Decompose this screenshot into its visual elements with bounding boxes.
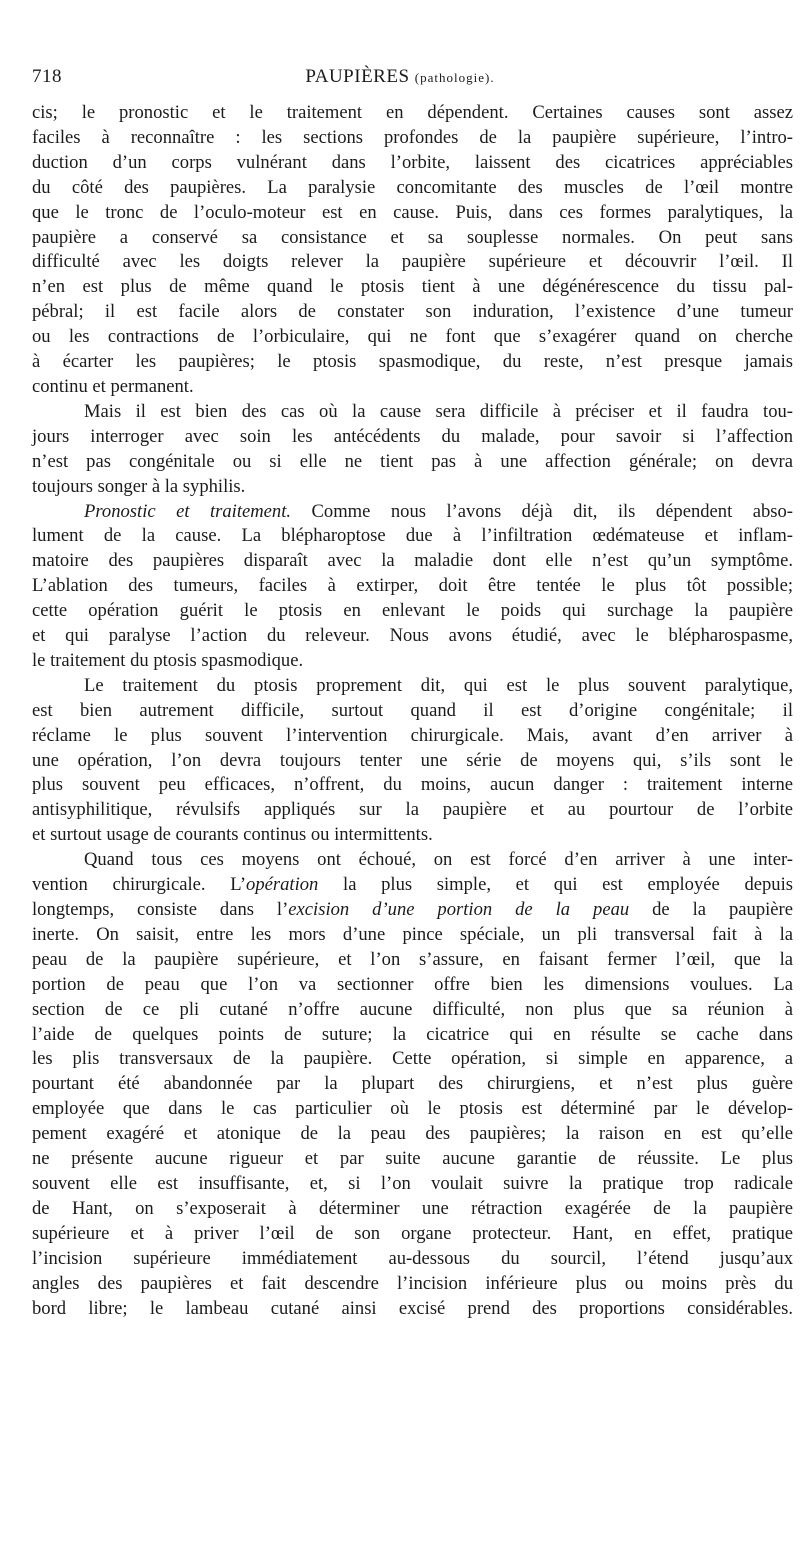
text-line: ne présente aucune rigueur et par suite aucune garantie de réussite. Le plus bbox=[32, 1148, 793, 1170]
text-line: matoire des paupières disparaît avec la maladie dont elle n’est qu’un symptôme. bbox=[32, 550, 793, 572]
text-line: portion de peau que l’on va sectionner offre bien les dimensions voulues. La bbox=[32, 973, 793, 995]
text-line: pourtant été abandonnée par la plupart des chirurgiens, et n’est plus guère bbox=[32, 1073, 793, 1095]
text-line: antisyphilitique, révulsifs appliqués sur la paupière et au pourtour de l’orbite bbox=[32, 799, 793, 821]
running-head bbox=[32, 66, 768, 88]
text-line: le traitement du ptosis spasmodique. bbox=[32, 649, 304, 671]
text-line: une opération, l’on devra toujours tenter une série de moyens qui, s’ils sont le bbox=[32, 749, 793, 771]
text-line: ou les contractions de l’orbiculaire, qui ne font que s’exagérer quand on cherche bbox=[32, 326, 793, 348]
text-line bbox=[32, 500, 793, 525]
italic-text: excision d’une portion de la peau bbox=[288, 899, 630, 920]
line-text: longtemps, consiste dans l’ bbox=[32, 899, 289, 920]
text-line: employée que dans le cas particulier où le ptosis est déterminé par le dévelop- bbox=[32, 1098, 793, 1120]
line-text: de la paupière bbox=[629, 899, 793, 920]
page-header bbox=[32, 66, 768, 96]
text-line: les plis transversaux de la paupière. Cette opération, si simple en apparence, a bbox=[32, 1048, 793, 1070]
line-text: Comme nous l’avons déjà dit, ils dépendent abso- bbox=[291, 500, 793, 522]
body-text bbox=[32, 101, 793, 1321]
text-line: du côté des paupières. La paralysie concomitante des muscles de l’œil montre bbox=[32, 176, 793, 198]
text-line: angles des paupières et fait descendre l’incision inférieure plus ou moins près du bbox=[32, 1272, 793, 1294]
text-line: Quand tous ces moyens ont échoué, on est forcé d’en arriver à une inter- bbox=[84, 849, 793, 871]
page-number: 718 bbox=[32, 66, 62, 87]
text-line bbox=[32, 873, 793, 898]
text-line: lument de la cause. La blépharoptose due à l’infiltration œdémateuse et inflam- bbox=[32, 525, 793, 547]
text-line bbox=[32, 898, 793, 923]
text-line: l’aide de quelques points de suture; la cicatrice qui en résulte se cache dans bbox=[32, 1023, 793, 1045]
text-line: toujours songer à la syphilis. bbox=[32, 475, 246, 497]
section-heading: Pronostic et traitement. bbox=[84, 500, 292, 522]
text-line: cette opération guérit le ptosis en enlevant le poids qui surchage la paupière bbox=[32, 600, 793, 622]
line-text: la plus simple, et qui est employée depuis bbox=[318, 874, 793, 896]
text-line: cis; le pronostic et le traitement en dépendent. Certaines causes sont assez bbox=[32, 102, 793, 123]
text-line: n’en est plus de même quand le ptosis tient à une dégénérescence du tissu pal- bbox=[32, 276, 793, 298]
text-line: L’ablation des tumeurs, faciles à extirper, doit être tentée le plus tôt possible; bbox=[32, 575, 793, 597]
text-line: jours interroger avec soin les antécédents du malade, pour savoir si l’affection bbox=[32, 425, 793, 447]
line-text: vention chirurgicale. L’ bbox=[32, 874, 247, 896]
text-line: souvent elle est insuffisante, et, si l’on voulait suivre la pratique trop radicale bbox=[32, 1172, 793, 1194]
text-line: difficulté avec les doigts relever la paupière supérieure et découvrir l’œil. Il bbox=[32, 251, 793, 273]
running-head-subtitle: (pathologie). bbox=[414, 70, 495, 85]
text-line: duction d’un corps vulnérant dans l’orbite, laissent des cicatrices appréciables bbox=[32, 151, 793, 173]
text-line: pébral; il est facile alors de constater son induration, l’existence d’une tumeur bbox=[32, 301, 793, 323]
text-line: pement exagéré et atonique de la peau des paupières; la raison en est qu’elle bbox=[32, 1123, 793, 1145]
text-line: n’est pas congénitale ou si elle ne tient pas à une affection générale; on devra bbox=[32, 450, 793, 472]
text-line: supérieure et à priver l’œil de son organe protecteur. Hant, en effet, pratique bbox=[32, 1222, 793, 1244]
text-line: et surtout usage de courants continus ou intermittents. bbox=[32, 824, 433, 846]
text-line: réclame le plus souvent l’intervention chirurgicale. Mais, avant d’en arriver à bbox=[32, 724, 793, 746]
text-line: plus souvent peu efficaces, n’offrent, du moins, aucun danger : traitement interne bbox=[32, 774, 793, 796]
text-line: faciles à reconnaître : les sections profondes de la paupière supérieure, l’intro- bbox=[32, 126, 793, 148]
text-line: continu et permanent. bbox=[32, 375, 194, 397]
text-line: l’incision supérieure immédiatement au-dessous du sourcil, l’étend jusqu’aux bbox=[32, 1247, 793, 1269]
text-line: section de ce pli cutané n’offre aucune difficulté, non plus que sa réunion à bbox=[32, 998, 793, 1020]
text-line: Mais il est bien des cas où la cause sera difficile à préciser et il faudra tou- bbox=[84, 400, 793, 422]
text-line: que le tronc de l’oculo-moteur est en cause. Puis, dans ces formes paralytiques, la bbox=[32, 201, 793, 223]
running-head-title: PAUPIÈRES bbox=[305, 66, 410, 87]
text-line: à écarter les paupières; le ptosis spasmodique, du reste, n’est presque jamais bbox=[32, 351, 793, 373]
text-line: paupière a conservé sa consistance et sa souplesse normales. On peut sans bbox=[32, 226, 793, 248]
text-line: peau de la paupière supérieure, et l’on s’assure, en faisant fermer l’œil, que la bbox=[32, 948, 793, 970]
text-line: de Hant, on s’exposerait à déterminer une rétraction exagérée de la paupière bbox=[32, 1197, 793, 1219]
text-line: inerte. On saisit, entre les mors d’une pince spéciale, un pli transversal fait à la bbox=[32, 923, 793, 945]
text-line: Le traitement du ptosis proprement dit, qui est le plus souvent paralytique, bbox=[84, 674, 793, 696]
text-line: est bien autrement difficile, surtout quand il est d’origine congénitale; il bbox=[32, 699, 793, 721]
text-line: bord libre; le lambeau cutané ainsi excisé prend des proportions considérables. bbox=[32, 1297, 793, 1319]
italic-text: opération bbox=[246, 874, 319, 896]
text-line: et qui paralyse l’action du releveur. Nous avons étudié, avec le blépharospasme, bbox=[32, 625, 793, 647]
